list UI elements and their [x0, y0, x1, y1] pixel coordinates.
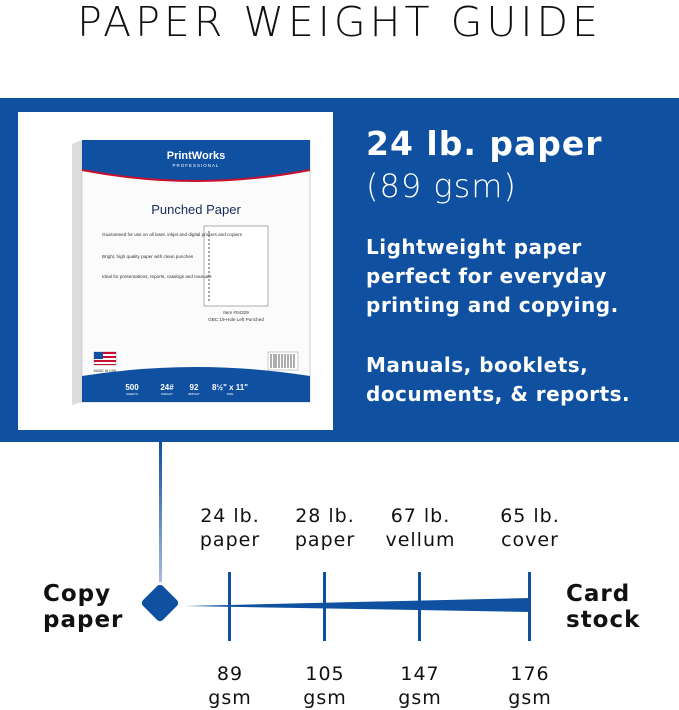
uses-line: Manuals, booklets, [366, 353, 589, 377]
tick-bottom-label: 105 gsm [303, 663, 347, 709]
package-made-in: MADE IN USA [93, 369, 117, 373]
package-item-desc: GBC 19-Hole Left Punched [208, 317, 264, 322]
package-stat-unit: BRIGHT [188, 392, 200, 396]
weight-wedge [185, 598, 530, 612]
tick-top-label: 65 lb. cover [500, 505, 560, 551]
package-stat-unit: SIZE [226, 392, 234, 396]
feature-heading: 24 lb. paper [366, 124, 603, 163]
description-line: printing and copying. [366, 293, 619, 317]
current-marker [140, 583, 180, 623]
package-stat: 92 [189, 383, 199, 392]
scale-left-label: Copy paper [43, 581, 124, 633]
package-brand: PrintWorks [166, 150, 226, 162]
tick-bottom-label: 89 gsm [208, 663, 252, 709]
package-brand-sub: PROFESSIONAL [172, 163, 220, 168]
scale-tick [528, 572, 531, 641]
description-line: Lightweight paper [366, 235, 582, 259]
connector-line [159, 442, 162, 582]
tick-top-label: 67 lb. vellum [385, 505, 456, 551]
feature-subheading: (89 gsm) [366, 167, 517, 205]
tick-bottom-label: 176 gsm [508, 663, 552, 709]
package-bullet: Ideal for presentations, reports, catalogs and manuals [102, 274, 212, 279]
scale-tick [418, 572, 421, 641]
tick-top-label: 24 lb. paper [199, 505, 261, 551]
package-bullet: Bright, high quality paper with clean punches [102, 254, 194, 259]
package-bullet: Guaranteed for use on all laser, inkjet and digital printers and copiers [102, 232, 242, 237]
package-product-name: Punched Paper [151, 202, 241, 217]
scale-tick [228, 572, 231, 641]
package-stat-unit: SHEETS [125, 392, 139, 396]
tick-top-label: 28 lb. paper [294, 505, 356, 551]
package-stat-unit: WEIGHT [161, 392, 173, 396]
package-stat: 8½" x 11" [211, 383, 249, 392]
scale-tick [323, 572, 326, 641]
uses-line: documents, & reports. [366, 382, 631, 406]
scale-right-label: Card stock [566, 581, 641, 633]
page-title: PAPER WEIGHT GUIDE [77, 0, 602, 46]
package-stat: 500 [125, 383, 139, 392]
package-stat: 24# [160, 383, 174, 392]
package-item-number: Item #04329 [223, 310, 249, 315]
tick-bottom-label: 147 gsm [398, 663, 442, 709]
description-line: perfect for everyday [366, 264, 607, 288]
